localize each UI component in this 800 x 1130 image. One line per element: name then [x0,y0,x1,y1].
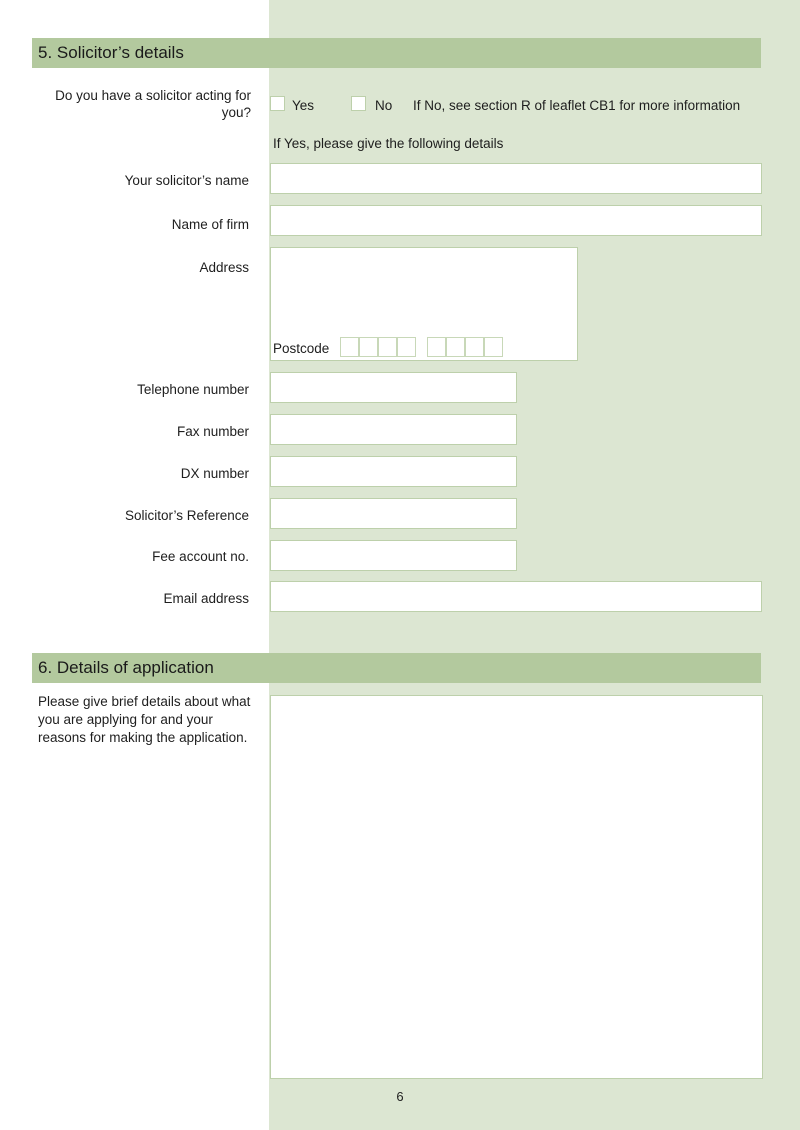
postcode-box[interactable] [446,337,465,357]
no-note: If No, see section R of leaflet CB1 for more information [413,98,741,113]
solicitor-name-field[interactable] [270,163,762,194]
postcode-box[interactable] [397,337,416,357]
dx-field[interactable] [270,456,517,487]
no-checkbox[interactable] [351,96,366,111]
postcode-box[interactable] [359,337,378,357]
postcode-box[interactable] [340,337,359,357]
yes-note: If Yes, please give the following details [273,136,504,151]
firm-name-label: Name of firm [171,217,249,232]
application-details-prompt: Please give brief details about what you are applying for and your reasons for making the application. [38,694,251,745]
page-number: 6 [396,1089,404,1104]
section-5-header: 5. Solicitor’s details [32,38,761,68]
fax-field[interactable] [270,414,517,445]
fee-account-label: Fee account no. [152,549,249,564]
fee-account-field[interactable] [270,540,517,571]
section-6-header: 6. Details of application [32,653,761,683]
email-field[interactable] [270,581,762,612]
telephone-label: Telephone number [137,382,249,397]
postcode-box[interactable] [427,337,446,357]
application-details-field[interactable] [270,695,763,1079]
reference-field[interactable] [270,498,517,529]
firm-name-field[interactable] [270,205,762,236]
solicitor-question-label: Do you have a solicitor acting for you? [55,88,251,120]
yes-label: Yes [292,98,315,113]
fax-label: Fax number [176,424,249,439]
yes-checkbox[interactable] [270,96,285,111]
dx-label: DX number [180,466,249,481]
solicitor-name-label: Your solicitor’s name [124,173,249,188]
postcode-box[interactable] [465,337,484,357]
postcode-label: Postcode [273,341,330,356]
postcode-box[interactable] [378,337,397,357]
email-label: Email address [163,591,249,606]
reference-label: Solicitor’s Reference [124,508,249,523]
no-label: No [375,98,393,113]
postcode-box[interactable] [484,337,503,357]
telephone-field[interactable] [270,372,517,403]
address-label: Address [199,260,249,275]
